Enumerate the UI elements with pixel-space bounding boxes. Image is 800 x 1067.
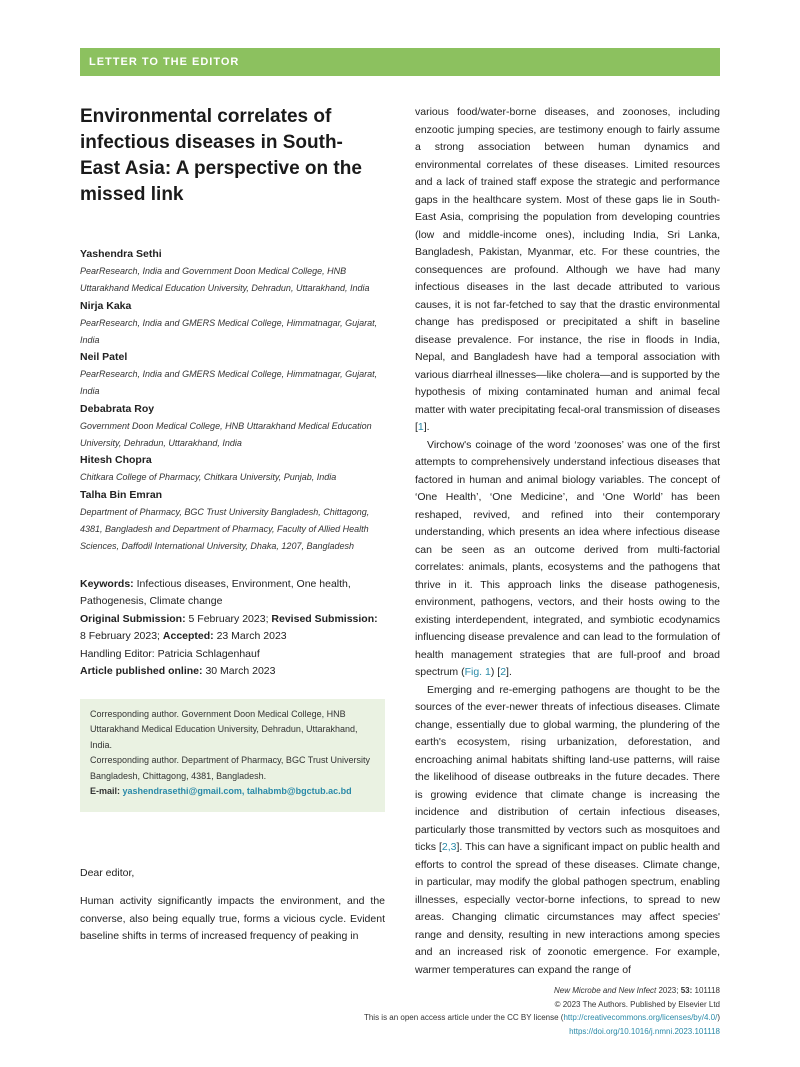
copyright: © 2023 The Authors. Published by Elsevier Ltd	[554, 999, 720, 1009]
article-metadata	[80, 576, 385, 681]
body-paragraph: various food/water-borne diseases, and zoonoses, including enzootic jumping species, are testimony enough to fairly assume a strong association between human dynamics and environmental correlates of these diseases. Limited resources and a lack of trained staff expose the strategic and performance gaps in the healthcare system. Most of these gaps lie in South-East Asia, comprising the population from developing countries (low and middle-income ones), including India, Sri Lanka, Bangladesh, Pakistan, Myanmar, etc. For these countries, the consequences are profound. Although we have had many infectious diseases in the last decade attributed to various causes, it is not far-fetched to say that the drastic environmental change has predisposed or precipitated a shift in baseline disease prevalence. For instance, the rise in floods in India, Nepal, and Bangladesh have had a temporal association with various diarrheal illnesses—like cholera—and is supported by the hypothesis of mixing contaminated human and animal fecal matter with water precipitating fecal-oral transmission of diseases [1].	[415, 106, 720, 433]
license-link[interactable]: http://creativecommons.org/licenses/by/4.0/	[563, 1013, 718, 1022]
author-name: Hitesh Chopra	[80, 454, 152, 467]
corresponding-author-2: Corresponding author. Department of Pharmacy, BGC Trust University Bangladesh, Chittagong, 4381, Bangladesh.	[90, 755, 370, 781]
banner-label: LETTER TO THE EDITOR	[89, 56, 240, 68]
figure-link[interactable]: Fig. 1	[464, 666, 491, 678]
body-paragraph: Emerging and re-emerging pathogens are thought to be the sources of the ever-newer threats of infectious diseases. Climate change, essentially due to global warming, the plundering of the earth's ecosystem, rising urbanization, deforestation, and encroaching animal habitats shifting land-use patterns, will raise the likelihood of disease outbreaks in the future decades. There is growing evidence that climate change is increasing the incidence and distribution of certain infectious diseases, particularly those transmitted by vectors such as mosquitoes and ticks [2,3]. This can have a significant impact on public health and efforts to control the spread of these diseases. Climate change, in particular, may modify the global pathogen spectrum, enabling illnesses, especially vector-borne infections, to spread to new areas. Changing climatic circumstances may affect species' range and density, resulting in new interactions among species and an increased risk of zoonotic emergence. For example, warmer temperatures can expand the range of	[415, 683, 720, 976]
journal-citation: New Microbe and New Infect 2023; 53: 101118	[553, 986, 720, 995]
author-affiliation: Department of Pharmacy, BGC Trust University Bangladesh, Chittagong, 4381, Bangladesh and Department of Pharmacy, Faculty of Allied Health Sciences, Daffodil International University, Dhaka, 1207, Bangladesh	[80, 506, 370, 552]
reference-link[interactable]: 2,3	[441, 841, 457, 853]
author-name: Talha Bin Emran	[80, 488, 163, 501]
email-link[interactable]: talhabmb@bgctub.ac.bd	[246, 786, 352, 797]
author-name: Nirja Kaka	[80, 299, 132, 312]
author-affiliation: PearResearch, India and Government Doon Medical College, HNB Uttarakhand Medical Education University, Dehradun, Uttarakhand, India	[80, 266, 370, 294]
corresponding-author-box	[80, 699, 385, 812]
author-name: Yashendra Sethi	[80, 248, 162, 260]
reference-link[interactable]: 1	[417, 421, 424, 433]
section-banner	[80, 48, 720, 76]
author-affiliation: PearResearch, India and GMERS Medical College, Himmatnagar, Gujarat, India	[80, 369, 378, 397]
published-date: Article published online: 30 March 2023	[80, 665, 276, 678]
author-list	[80, 246, 385, 556]
salutation: Dear editor,	[80, 866, 135, 879]
corresponding-author-1: Corresponding author. Government Doon Medical College, HNB Uttarakhand Medical Education University, Dehradun, Uttarakhand, India.	[90, 708, 358, 750]
right-column	[415, 104, 720, 979]
article-title: Environmental correlates of infectious diseases in South-East Asia: A perspective on the missed link	[80, 106, 362, 205]
reference-link[interactable]: 2	[500, 666, 507, 678]
body-paragraph: Human activity significantly impacts the environment, and the converse, also being equally true, forms a vicious cycle. Evident baseline shifts in terms of increased frequency of peaking in	[80, 895, 385, 943]
author-name: Neil Patel	[80, 351, 128, 364]
left-column	[80, 104, 385, 946]
doi	[80, 1025, 720, 1039]
author-affiliation: Government Doon Medical College, HNB Uttarakhand Medical Education University, Dehradun, Uttarakhand, India	[80, 420, 372, 449]
page-footer	[80, 984, 720, 1038]
submission-dates: Original Submission: 5 February 2023; Revised Submission: 8 February 2023; Accepted: 23 March 2023	[80, 612, 378, 643]
license: This is an open access article under the CC BY license (http://creativecommons.org/licenses/by/4.0/)	[363, 1013, 720, 1022]
keywords: Keywords: Infectious diseases, Environment, One health, Pathogenesis, Climate change	[80, 577, 351, 608]
author-name: Debabrata Roy	[80, 402, 155, 415]
handling-editor: Handling Editor: Patricia Schlagenhauf	[80, 647, 260, 660]
author-affiliation: Chitkara College of Pharmacy, Chitkara University, Punjab, India	[80, 472, 337, 483]
body-paragraph: Virchow's coinage of the word ‘zoonoses’ was one of the first attempts to comprehensively understand infectious diseases that factored in human and animal biology variables. The concept of ‘One Health’, ‘One Medicine’, and ‘One World’ has been reshaped, revived, and refined into their contemporary understanding, which presents an idea where infectious disease can be seen as an outcome derived from multi-factorial correlates: animals, plants, ecosystems and the pathogens that thrive in it. This approach links the disease pathogenesis, environment, pathogens, vectors, and their hosts owing to the existing interdependent, integrated, and symbiotic ecodynamics influencing disease prevalence and can lead to the formulation of health management strategies that are full-proof and broad spectrum (Fig. 1) [2].	[415, 438, 720, 678]
author-affiliation: PearResearch, India and GMERS Medical College, Himmatnagar, Gujarat, India	[80, 317, 378, 345]
doi-link[interactable]: https://doi.org/10.1016/j.nmni.2023.101118	[569, 1026, 720, 1036]
email-link[interactable]: yashendrasethi@gmail.com,	[122, 786, 245, 797]
email-line: E-mail: yashendrasethi@gmail.com, talhabmb@bgctub.ac.bd	[90, 786, 352, 797]
